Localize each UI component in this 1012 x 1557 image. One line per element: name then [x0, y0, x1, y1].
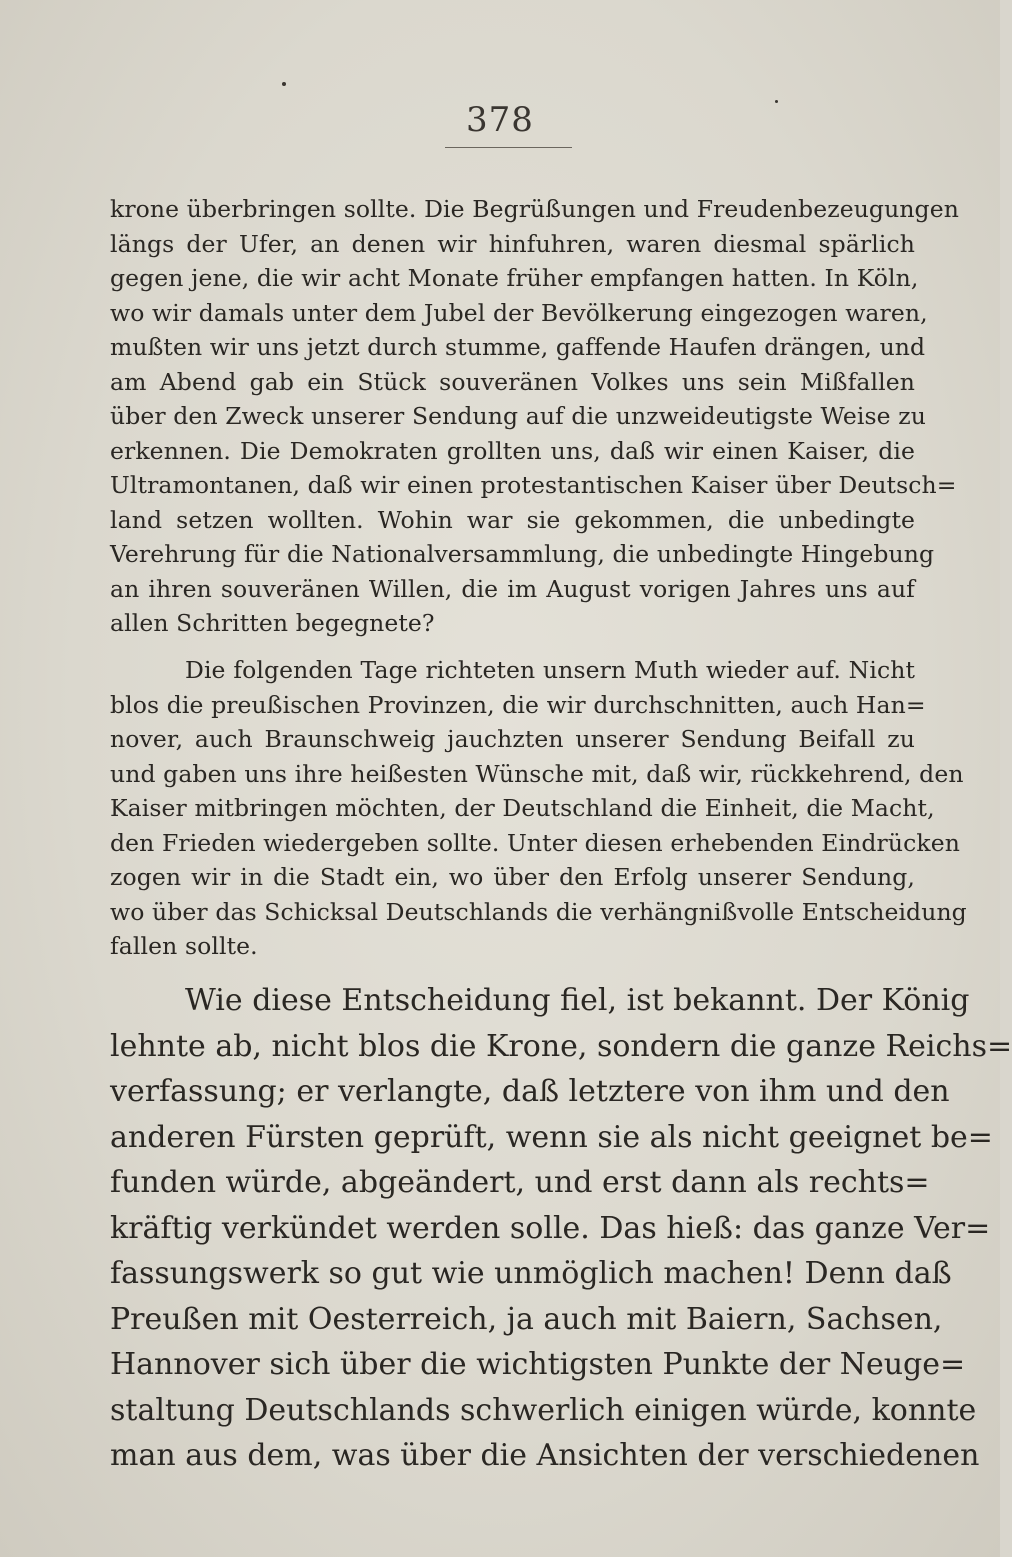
text-line: den Frieden wiedergeben sollte. Unter diesen erhebenden Eindrücken [110, 828, 960, 857]
text-line: staltung Deutschlands schwerlich einigen würde, konnte [110, 1392, 977, 1428]
text-line: über den Zweck unserer Sendung auf die unzweideutigste Weise zu [110, 402, 926, 430]
text-line: fassungswerk so gut wie unmöglich machen! Denn daß [110, 1256, 952, 1291]
text-line: erkennen. Die Demokraten grollten uns, daß wir einen Kaiser, die [110, 436, 915, 465]
text-line: anderen Fürsten geprüft, wenn sie als nicht geeignet be= [110, 1119, 993, 1155]
text-line: nover, auch Braunschweig jauchzten unserer Sendung Beifall zu [110, 725, 915, 753]
text-line: fallen sollte. [110, 932, 258, 960]
text-line: Hannover sich über die wichtigsten Punkte der Neuge= [110, 1347, 966, 1382]
text-line: allen Schritten begegnete? [110, 609, 435, 637]
print-speck [282, 82, 286, 86]
text-line: wo wir damals unter dem Jubel der Bevölkerung eingezogen waren, [110, 298, 928, 327]
text-line: Die folgenden Tage richteten unsern Muth wieder auf. Nicht [185, 656, 915, 684]
paragraph-2 [110, 653, 967, 964]
text-line: Verehrung für die Nationalversammlung, die unbedingte Hingebung [110, 540, 935, 568]
header-rule [445, 147, 572, 148]
page-number: 378 [466, 100, 534, 140]
text-line: Kaiser mitbringen möchten, der Deutschland die Einheit, die Macht, [110, 794, 935, 822]
text-line: gegen jene, die wir acht Monate früher empfangen hatten. In Köln, [110, 264, 919, 292]
text-line: land setzen wollten. Wohin war sie gekommen, die unbedingte [110, 505, 915, 534]
text-line: längs der Ufer, an denen wir hinfuhren, waren diesmal spärlich [110, 229, 915, 258]
text-line: verfassung; er verlangte, daß letztere von ihm und den [110, 1074, 950, 1109]
text-line: Wie diese Entscheidung fiel, ist bekannt. Der König [185, 983, 970, 1018]
text-line: und gaben uns ihre heißesten Wünsche mit, daß wir, rückkehrend, den [110, 759, 964, 788]
paragraph-1 [110, 192, 959, 641]
text-line: krone überbringen sollte. Die Begrüßungen und Freudenbezeugungen [110, 195, 959, 223]
text-line: blos die preußischen Provinzen, die wir durchschnitten, auch Han= [110, 690, 926, 719]
text-line: Ultramontanen, daß wir einen protestantischen Kaiser über Deutsch= [110, 471, 957, 499]
text-line: funden würde, abgeändert, und erst dann als rechts= [110, 1165, 930, 1200]
paragraph-3 [110, 978, 1012, 1479]
text-line: lehnte ab, nicht blos die Krone, sondern die ganze Reichs= [110, 1028, 1012, 1064]
text-line: mußten wir uns jetzt durch stumme, gaffende Haufen drängen, und [110, 333, 926, 361]
text-line: man aus dem, was über die Ansichten der verschiedenen [110, 1438, 980, 1473]
text-line: zogen wir in die Stadt ein, wo über den Erfolg unserer Sendung, [110, 863, 915, 891]
text-line: am Abend gab ein Stück souveränen Volkes uns sein Mißfallen [110, 367, 915, 396]
text-line: kräftig verkündet werden solle. Das hieß: das ganze Ver= [110, 1210, 991, 1246]
text-line: wo über das Schicksal Deutschlands die verhängnißvolle Entscheidung [110, 897, 967, 926]
text-line: Preußen mit Oesterreich, ja auch mit Baiern, Sachsen, [110, 1301, 943, 1337]
text-line: an ihren souveränen Willen, die im August vorigen Jahres uns auf [110, 574, 915, 603]
